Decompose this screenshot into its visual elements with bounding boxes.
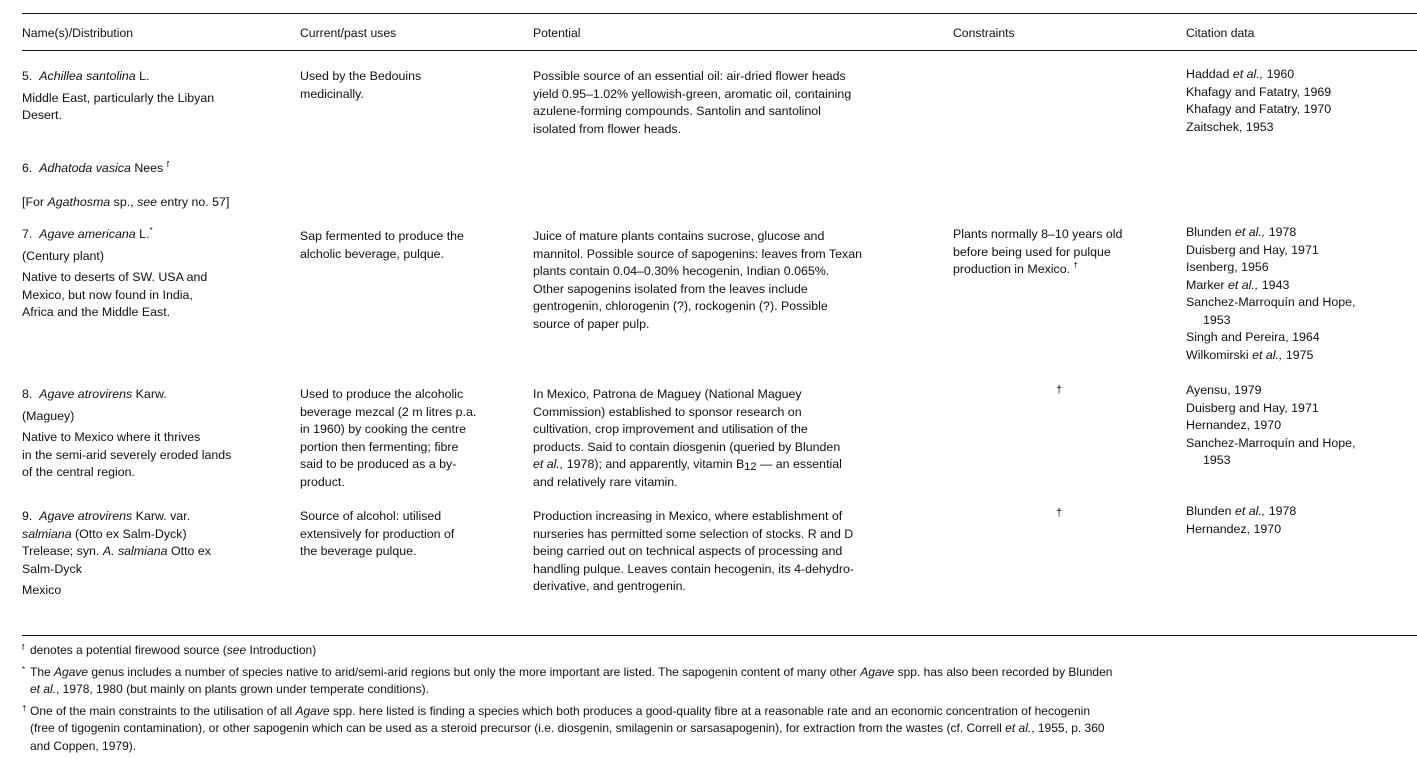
constraints-cell xyxy=(953,226,1122,279)
citation-year: 1971 xyxy=(1291,242,1319,257)
species-author: Karw. xyxy=(135,387,167,401)
citation xyxy=(1186,521,1296,539)
constraints-line: Plants normally 8–10 years old xyxy=(953,227,1123,241)
synonym-prefix: Trelease; syn. xyxy=(22,544,100,558)
citation xyxy=(1186,101,1331,119)
potential-line: cultivation, crop improvement and utilisation of the xyxy=(533,422,808,436)
dagger-mark: † xyxy=(1073,261,1078,270)
uses-line: in 1960) by cooking the centre xyxy=(300,422,467,436)
vitamin-subscript: 12 xyxy=(744,461,757,473)
citation-year: 1964 xyxy=(1292,330,1320,344)
citation xyxy=(1186,242,1355,260)
constraints-text: production in Mexico. xyxy=(953,262,1071,276)
citation xyxy=(1186,400,1355,418)
constraints-line xyxy=(953,261,1122,279)
footnote-firewood xyxy=(22,642,1417,660)
citation-year: 1943 xyxy=(1261,277,1290,292)
citation xyxy=(1186,435,1355,453)
species-binomial: Adhatoda vasica xyxy=(39,161,131,175)
potential-line: Commission) established to sponsor research on xyxy=(533,404,802,419)
synonym-author-cont: Salm-Dyck xyxy=(22,561,82,576)
potential-cell xyxy=(533,386,842,491)
species-binomial: Achillea santolina xyxy=(39,69,136,83)
footnote-text-italic: et al. xyxy=(1005,721,1032,735)
species-author: Nees xyxy=(134,161,164,175)
citation-year: 1979 xyxy=(1234,383,1262,397)
citation-author: Sanchez-Marroquín and Hope, xyxy=(1186,295,1356,309)
citation xyxy=(1186,66,1331,84)
column-header-names: Name(s)/Distribution xyxy=(22,26,134,40)
synonym-author: Otto ex xyxy=(171,544,211,558)
citation-author: Duisberg and Hay, xyxy=(1186,400,1288,415)
footnote-text xyxy=(30,642,1417,660)
constraints-line: before being used for pulque xyxy=(953,244,1111,259)
distribution-line: Native to Mexico where it thrives xyxy=(22,430,201,444)
species-binomial: Agave atrovirens xyxy=(39,387,133,401)
table-top-rule xyxy=(22,13,1417,14)
dagger-mark: † xyxy=(1056,507,1063,519)
footnote-text xyxy=(30,720,1417,738)
crossref-cell xyxy=(22,194,229,212)
citation-etal: et al., xyxy=(1252,347,1283,362)
uses-line: Used by the Bedouins xyxy=(300,69,422,83)
synonym-name: A. salmiana xyxy=(102,544,168,558)
species-name-cont xyxy=(22,543,211,561)
uses-cell xyxy=(300,228,464,263)
species-binomial: Agave atrovirens xyxy=(39,509,133,523)
potential-line: Production increasing in Mexico, where establishment of xyxy=(533,509,843,523)
footnote-text-part: spp. here listed is finding a species which both produces a good-quality fibre at a reasonable rate and an economic concentration of hecogenin xyxy=(329,703,1090,718)
citation-year: 1960 xyxy=(1266,67,1295,81)
potential-line xyxy=(533,456,842,474)
footnote-text-part: genus includes a number of species native to arid/semi-arid regions but only the more important are listed. The sapogenin content of many other xyxy=(88,664,861,679)
citation-year: 1970 xyxy=(1253,521,1282,536)
footnote-mark: * xyxy=(22,664,26,674)
potential-line: derivative, and gentrogenin. xyxy=(533,579,686,593)
potential-cell xyxy=(533,508,854,596)
citation xyxy=(1186,84,1331,102)
genus-note-mark: * xyxy=(149,226,153,235)
potential-line: gentrogenin, chlorogenin (?), rockogenin (?). Possible xyxy=(533,299,828,313)
citation-year: 1970 xyxy=(1303,102,1332,116)
uses-line: beverage mezcal (2 m litres p.a. xyxy=(300,404,477,419)
citation-etal: et al., xyxy=(1232,67,1264,81)
species-author: L. xyxy=(139,227,150,241)
crossref-suffix: entry no. 57] xyxy=(160,195,230,209)
variety-author: (Otto ex Salm-Dyck) xyxy=(75,526,187,541)
uses-line: Source of alcohol: utilised xyxy=(300,509,442,523)
table-header-rule xyxy=(22,50,1417,51)
column-header-citations: Citation data xyxy=(1186,26,1255,40)
footnote-agave-genus xyxy=(22,664,1417,699)
crossref-see: see xyxy=(137,195,158,209)
potential-line: Possible source of an essential oil: air-dried flower heads xyxy=(533,69,846,83)
potential-line: yield 0.95–1.02% yellowish-green, aromatic oil, containing xyxy=(533,86,852,101)
crossref-prefix: [For xyxy=(22,195,45,209)
common-name: (Maguey) xyxy=(22,408,75,423)
citation-author: Isenberg, xyxy=(1186,260,1238,274)
uses-line: extensively for production of xyxy=(300,526,455,541)
species-author: Karw. var. xyxy=(135,509,191,523)
potential-line: being carried out on technical aspects of processing and xyxy=(533,544,843,558)
footnote-text-part: spp. has also been recorded by Blunden xyxy=(894,664,1113,679)
citation-author: Wilkomirski xyxy=(1186,347,1249,362)
uses-line: product. xyxy=(300,474,345,489)
distribution-line: in the semi-arid severely eroded lands xyxy=(22,447,232,462)
footnote-text-part: (free of tigogenin contamination), or other sapogenin which can be used as a steroid precursor (i.e. diosgenin, smilagenin or sarsasapogenin), for extraction from the wastes (cf. Correll xyxy=(30,721,1006,735)
citation xyxy=(1186,259,1355,277)
footnote-rule xyxy=(22,635,1417,636)
potential-line: In Mexico, Patrona de Maguey (National Maguey xyxy=(533,387,802,401)
potential-text: — an essential xyxy=(759,457,842,471)
column-header-potential: Potential xyxy=(533,26,581,40)
citations-cell xyxy=(1186,66,1331,136)
footnote-text xyxy=(30,681,1417,699)
entry-number: 5. xyxy=(22,69,33,83)
potential-line: Other sapogenins isolated from the leaves include xyxy=(533,281,808,296)
citation-year: 1978 xyxy=(1268,504,1297,518)
distribution-line: Native to deserts of SW. USA and xyxy=(22,270,208,284)
distribution-line: Africa and the Middle East. xyxy=(22,305,171,319)
entry-number: 7. xyxy=(22,227,33,241)
crossref-text xyxy=(22,194,229,212)
potential-line: plants contain 0.04–0.30% hecogenin, Indian 0.065%. xyxy=(533,264,830,278)
citation-year: 1971 xyxy=(1291,400,1319,415)
footnote-text xyxy=(30,703,1417,721)
potential-line: Juice of mature plants contains sucrose, glucose and xyxy=(533,229,825,243)
citation xyxy=(1186,329,1355,347)
uses-line: Used to produce the alcoholic xyxy=(300,387,464,401)
potential-line: azulene-forming compounds. Santolin and santolinol xyxy=(533,104,821,118)
species-name-cont xyxy=(22,526,211,544)
species-name xyxy=(22,386,231,404)
citation-author: Blunden xyxy=(1186,225,1232,239)
uses-line: alcholic beverage, pulque. xyxy=(300,246,444,261)
uses-line: Sap fermented to produce the xyxy=(300,229,464,243)
footnote-text-italic: Agave xyxy=(860,664,895,679)
citation xyxy=(1186,347,1355,365)
uses-cell xyxy=(300,386,476,491)
citation-etal: et al., xyxy=(1234,504,1266,518)
variety-name: salmiana xyxy=(22,526,72,541)
uses-cell xyxy=(300,508,454,561)
citations-cell xyxy=(1186,382,1355,470)
potential-etal: et al., xyxy=(533,457,564,471)
citation-etal: et al., xyxy=(1234,225,1266,239)
species-name xyxy=(22,508,211,526)
citation-author: Marker xyxy=(1186,277,1225,292)
footnote-constraints xyxy=(22,703,1417,756)
name-cell xyxy=(22,68,214,125)
citation-etal: et al., xyxy=(1228,277,1259,292)
potential-line: products. Said to contain diosgenin (queried by Blunden xyxy=(533,439,841,454)
citation-year: 1975 xyxy=(1285,347,1314,362)
crossref-genus: Agathosma xyxy=(47,195,111,209)
footnote-text: and Coppen, 1979). xyxy=(30,738,137,753)
citation xyxy=(1186,224,1355,242)
entry-number: 9. xyxy=(22,509,33,523)
citation xyxy=(1186,503,1296,521)
potential-cell xyxy=(533,228,862,333)
potential-line: nurseries has permitted some selection of stocks. R and D xyxy=(533,526,854,541)
uses-line: medicinally. xyxy=(300,86,364,101)
citation-author: Singh and Pereira, xyxy=(1186,330,1289,344)
footnotes xyxy=(22,642,1417,759)
uses-line: said to be produced as a by- xyxy=(300,457,457,471)
distribution-line: Middle East, particularly the Libyan xyxy=(22,90,215,105)
potential-line: source of paper pulp. xyxy=(533,316,650,331)
citation-author: Sanchez-Marroquín and Hope, xyxy=(1186,435,1356,450)
footnote-text-part: , 1955, p. 360 xyxy=(1031,721,1105,735)
footnote-mark: f xyxy=(22,643,25,652)
citation-author: Blunden xyxy=(1186,504,1232,518)
footnote-text xyxy=(30,664,1417,682)
name-cell xyxy=(22,160,169,178)
citation-year: 1970 xyxy=(1253,418,1282,432)
citation-author: Hernandez, xyxy=(1186,418,1251,432)
potential-line: isolated from flower heads. xyxy=(533,121,682,136)
footnote-text-part: One of the main constraints to the utilisation of all xyxy=(30,703,296,718)
name-cell xyxy=(22,386,231,482)
citation-year: 1956 xyxy=(1241,260,1269,274)
footnote-text-italic: et al. xyxy=(30,682,57,696)
citation-year: 1969 xyxy=(1303,84,1332,99)
species-name xyxy=(22,68,214,86)
citation-author: Zaitschek, xyxy=(1186,119,1243,134)
uses-cell xyxy=(300,68,421,103)
common-name: (Century plant) xyxy=(22,248,104,263)
column-header-uses: Current/past uses xyxy=(300,26,397,40)
citations-cell xyxy=(1186,503,1296,538)
footnote-text-italic: Agave xyxy=(295,703,330,718)
citations-cell xyxy=(1186,224,1355,364)
citation-author: Khafagy and Fatatry, xyxy=(1186,84,1301,99)
firewood-mark: f xyxy=(166,160,169,169)
citation-year: 1953 xyxy=(1203,453,1231,467)
citation-year: 1978 xyxy=(1268,225,1297,239)
citation-author: Khafagy and Fatatry, xyxy=(1186,102,1301,116)
name-cell xyxy=(22,226,207,322)
citation xyxy=(1186,294,1355,312)
potential-line: handling pulque. Leaves contain hecogenin, its 4-dehydro- xyxy=(533,561,855,576)
footnote-text-part: , 1978, 1980 (but mainly on plants grown under temperate conditions). xyxy=(56,682,429,696)
footnote-mark: † xyxy=(22,703,27,713)
crossref-mid: sp., xyxy=(113,195,134,209)
entry-number: 8. xyxy=(22,387,33,401)
entry-number: 6. xyxy=(22,161,33,175)
column-header-constraints: Constraints xyxy=(953,26,1015,40)
uses-line: the beverage pulque. xyxy=(300,544,417,558)
species-name xyxy=(22,160,169,178)
species-author: L. xyxy=(139,69,150,83)
species-name xyxy=(22,226,207,244)
citation-year: 1953 xyxy=(1245,119,1274,134)
footnote-text-part: Introduction) xyxy=(246,643,317,657)
dagger-mark: † xyxy=(1056,384,1063,396)
citation-author: Hernandez, xyxy=(1186,521,1251,536)
potential-cell xyxy=(533,68,851,138)
citation xyxy=(1186,119,1331,137)
footnote-text-italic: Agave xyxy=(54,664,89,679)
footnote-text-part: denotes a potential firewood source ( xyxy=(30,643,227,657)
distribution-line: of the central region. xyxy=(22,465,135,479)
uses-line: portion then fermenting; fibre xyxy=(300,439,459,454)
name-cell xyxy=(22,508,211,600)
potential-line: and relatively rare vitamin. xyxy=(533,474,678,489)
potential-text: 1978); and apparently, vitamin B xyxy=(566,457,745,471)
footnote-text-italic: see xyxy=(226,643,247,657)
footnote-text-part: The xyxy=(30,664,55,679)
distribution-line: Mexico xyxy=(22,583,62,597)
distribution-line: Desert. xyxy=(22,108,62,122)
citation-author: Haddad xyxy=(1186,67,1230,81)
distribution-line: Mexico, but now found in India, xyxy=(22,287,193,302)
citation-year: 1953 xyxy=(1203,312,1231,327)
species-binomial: Agave americana xyxy=(39,227,136,241)
citation xyxy=(1186,277,1355,295)
potential-line: mannitol. Possible source of sapogenins: leaves from Texan xyxy=(533,246,862,261)
citation xyxy=(1186,382,1355,400)
citation xyxy=(1186,417,1355,435)
citation-author: Duisberg and Hay, xyxy=(1186,242,1288,257)
citation-author: Ayensu, xyxy=(1186,383,1231,397)
